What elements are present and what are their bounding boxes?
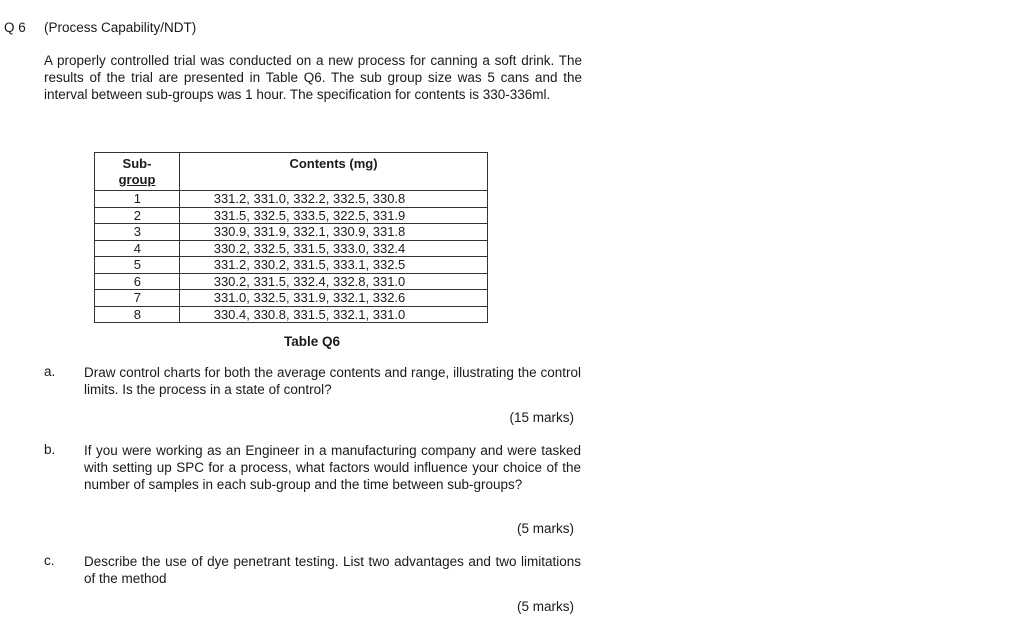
table-row [95,273,488,290]
subgroup-header [95,153,180,191]
table-caption: Table Q6 [283,334,341,349]
table-row [95,306,488,323]
table-row [95,224,488,241]
contents-cell: 330.2, 331.5, 332.4, 332.8, 331.0 [180,273,488,290]
question-number: Q 6 [4,20,26,35]
contents-cell: 330.2, 332.5, 331.5, 333.0, 332.4 [180,240,488,257]
data-table [94,152,488,323]
table-row [95,240,488,257]
table-row [95,207,488,224]
subgroup-cell: 3 [95,224,180,241]
contents-cell: 330.4, 330.8, 331.5, 332.1, 331.0 [180,306,488,323]
contents-cell: 331.2, 331.0, 332.2, 332.5, 330.8 [180,191,488,208]
subgroup-cell: 5 [95,257,180,274]
subgroup-cell: 4 [95,240,180,257]
part-b-letter: b. [44,442,56,457]
subgroup-cell: 8 [95,306,180,323]
part-b-marks: (5 marks) [517,521,574,536]
contents-cell: 331.2, 330.2, 331.5, 333.1, 332.5 [180,257,488,274]
contents-cell: 330.9, 331.9, 332.1, 330.9, 331.8 [180,224,488,241]
subgroup-header-line2: group [118,171,156,187]
table-row [95,191,488,208]
subgroup-header-line1: Sub- [122,156,152,171]
table-row [95,290,488,307]
part-a-text: Draw control charts for both the average contents and range, illustrating the control limits. Is the process in a state of control? [84,365,581,397]
subgroup-cell: 7 [95,290,180,307]
part-c-text: Describe the use of dye penetrant testing. List two advantages and two limitations of the method [84,554,581,586]
question-intro: A properly controlled trial was conducted on a new process for canning a soft drink. The results of the trial are presented in Table Q6. The sub group size was 5 cans and the interval between sub-groups was 1 hour. The specification for contents is 330-336ml. [44,53,582,102]
contents-cell: 331.0, 332.5, 331.9, 332.1, 332.6 [180,290,488,307]
subgroup-cell: 2 [95,207,180,224]
contents-header: Contents (mg) [180,153,488,191]
contents-cell: 331.5, 332.5, 333.5, 322.5, 331.9 [180,207,488,224]
table-row [95,257,488,274]
part-b-text: If you were working as an Engineer in a manufacturing company and were tasked with setting up SPC for a process, what factors would influence your choice of the number of samples in each sub-group and the time between sub-groups? [84,443,581,492]
table-header-row [95,153,488,191]
part-a-marks: (15 marks) [509,410,574,425]
subgroup-cell: 1 [95,191,180,208]
part-c-letter: c. [44,553,55,568]
part-c-marks: (5 marks) [517,599,574,614]
question-topic: (Process Capability/NDT) [44,20,197,35]
subgroup-cell: 6 [95,273,180,290]
part-a-letter: a. [44,364,56,379]
